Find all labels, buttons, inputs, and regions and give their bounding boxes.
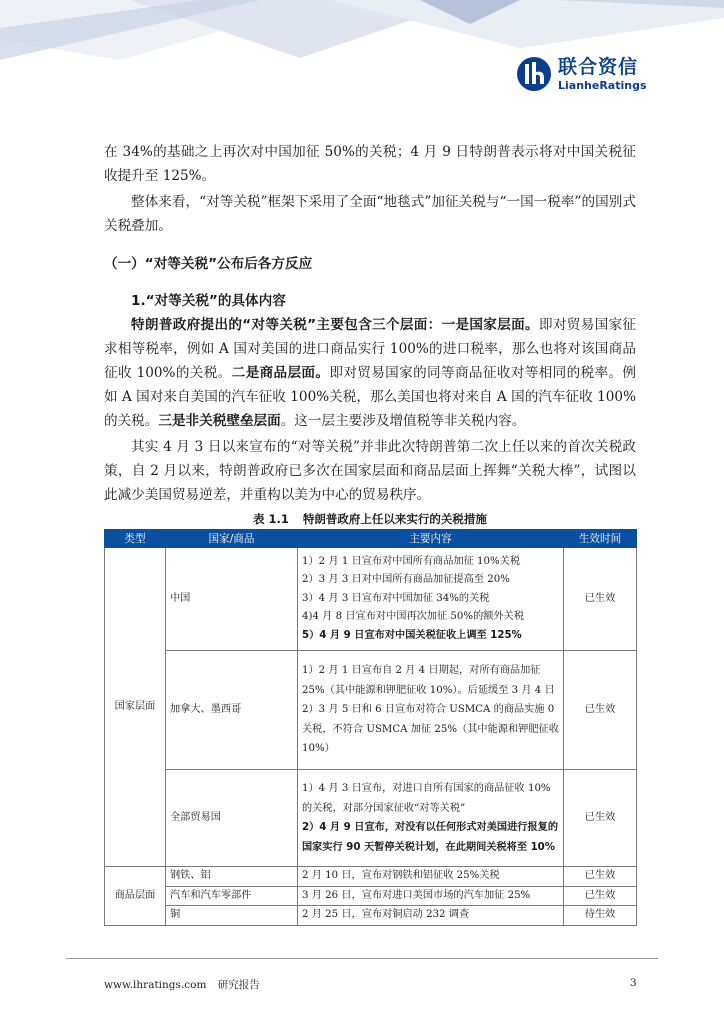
table-row [105, 906, 637, 926]
goods-status: 已生效 [564, 867, 637, 887]
table-row [105, 770, 637, 867]
table-title: 特朗普政府上任以来实行的关税措施 [302, 512, 487, 526]
table-row [105, 867, 637, 887]
goods-name: 汽车和汽车零部件 [166, 886, 298, 906]
goods-status: 已生效 [564, 886, 637, 906]
goods-name: 铜 [166, 906, 298, 926]
country-all-partners: 全部贸易国 [166, 770, 298, 867]
header-country: 国家/商品 [166, 530, 298, 548]
paragraph-1: 在 34%的基础之上再次对中国加征 50%的关税；4 月 9 日特朗普表示将对中国关税征收提升至 125%。 [104, 144, 636, 184]
china-item: 4)4 月 8 日宣布对中国再次加征 50%的额外关税 [302, 611, 525, 623]
header-type: 类型 [105, 530, 166, 548]
text-level-1: 即对贸易国家征求相等税率，例如 A 国对美国的进口商品实行 100%的进口税率，那么也将对该国商品征收 100%的关税。 [104, 317, 636, 381]
china-item: 2）3 月 3 日对中国所有商品加征提高至 20% [302, 574, 510, 586]
country-china: 中国 [166, 548, 298, 651]
section-heading: （一）“对等关税”公布后各方反应 [104, 256, 313, 272]
page-number: 3 [630, 977, 637, 989]
china-item-bold: 5）4 月 9 日宣布对中国关税征收上调至 125% [302, 629, 522, 641]
goods-status: 待生效 [564, 906, 637, 926]
goods-name: 钢铁、铝 [166, 867, 298, 887]
table-caption [104, 511, 636, 527]
text-level-3: 。这一层主要涉及增值税等非关税内容。 [280, 413, 526, 429]
footer-site: www.lhratings.com [104, 979, 207, 991]
lianhe-logo-icon [516, 56, 552, 92]
china-content [298, 548, 564, 651]
goods-content: 2 月 25 日，宣布对铜启动 232 调查 [298, 906, 564, 926]
china-item: 1）2 月 1 日宣布对中国所有商品加征 10%关税 [302, 555, 521, 567]
logo-chinese-name: 联合资信 [558, 55, 639, 78]
header-effective: 生效时间 [564, 530, 637, 548]
china-status: 已生效 [564, 548, 637, 651]
country-canada-mexico: 加拿大、墨西哥 [166, 651, 298, 770]
bold-level-3: 三是非关税壁垒层面 [158, 413, 281, 429]
group-goods-level: 商品层面 [105, 867, 166, 926]
canmex-content [298, 651, 564, 770]
all-content [298, 770, 564, 867]
paragraph-4: 其实 4 月 3 日以来宣布的“对等关税”并非此次特朗普第二次上任以来的首次关税政策，自 2 月以来，特朗普政府已多次在国家层面和商品层面上挥舞“关税大棒”，试图以此减少美国贸易逆差，并重构以美为中心的贸易秩序。 [104, 439, 636, 503]
canmex-item-2: 2）3 月 5 日和 6 日宣布对符合 USMCA 的商品实施 0 关税，不符合 USMCA 加征 25%（其中能源和钾肥征收 10%） [302, 704, 559, 755]
company-logo [516, 54, 647, 94]
table-header-row [105, 530, 637, 548]
table-row [105, 886, 637, 906]
all-status: 已生效 [564, 770, 637, 867]
footer-divider [66, 958, 658, 959]
tariff-measures-table [104, 529, 637, 926]
document-body [104, 140, 636, 926]
subsection-heading: 1.“对等关税”的具体内容 [131, 293, 286, 309]
group-country-level: 国家层面 [105, 548, 166, 867]
all-item-1: 1）4 月 3 日宣布，对进口自所有国家的商品征收 10%的关税，对部分国家征收“对等关税” [302, 783, 551, 814]
footer-left [104, 977, 260, 992]
footer-label: 研究报告 [217, 979, 260, 991]
table-row [105, 548, 637, 651]
goods-content: 3 月 26 日，宣布对进口美国市场的汽车加征 25% [298, 886, 564, 906]
bold-level-1: 特朗普政府提出的“对等关税”主要包含三个层面：一是国家层面。 [131, 317, 539, 333]
text-level-2: 即对贸易国家的同等商品征收对等相同的税率。例如 A 国对来自美国的汽车征收 100%关税，那么美国也将对来自 A 国的汽车征收 100%的关税。 [104, 365, 637, 429]
table-row [105, 651, 637, 770]
table-number: 表 1.1 [253, 512, 289, 526]
header-content: 主要内容 [298, 530, 564, 548]
all-item-2-bold: 2）4 月 9 日宣布，对没有以任何形式对美国进行报复的国家实行 90 天暂停关税计划，在此期间关税将至 10% [302, 822, 559, 853]
goods-content: 2 月 10 日，宣布对钢铁和铝征收 25%关税 [298, 867, 564, 887]
paragraph-2: 整体来看，“对等关税”框架下采用了全面“地毯式”加征关税与“一国一税率”的国别式关税叠加。 [104, 194, 636, 234]
logo-english-name: LianheRatings [558, 78, 647, 92]
canmex-status: 已生效 [564, 651, 637, 770]
bold-level-2: 二是商品层面。 [231, 365, 330, 381]
paragraph-3 [104, 313, 636, 433]
canmex-item-1: 1）2 月 1 日宣布自 2 月 4 日期起，对所有商品加征 25%（其中能源和钾肥征收 10%）。后延缓至 3 月 4 日 [302, 665, 555, 696]
china-item: 3）4 月 3 日宣布对中国加征 34%的关税 [302, 592, 490, 604]
